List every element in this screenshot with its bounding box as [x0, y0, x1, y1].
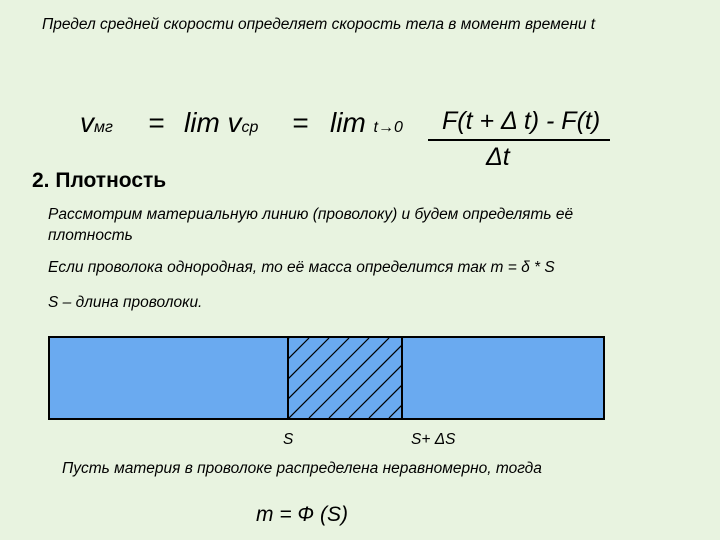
formula-v-subscript: мг [94, 119, 113, 136]
formula-lim-subscript: t→0 [373, 119, 403, 136]
formula-equals-2: = [292, 107, 309, 138]
paragraph-1-line-2: плотность [48, 227, 133, 244]
paragraph-1-line-1: Рассмотрим материальную линию (проволоку) и будем определять её [48, 206, 574, 223]
intro-text: Предел средней скорости определяет скорость тела в момент времени t [42, 16, 596, 33]
formula-v [80, 107, 113, 139]
formula-equals-1: = [148, 107, 165, 138]
paragraph-3: S – длина проволоки. [48, 294, 203, 311]
wire-segment-hatched [287, 336, 403, 420]
formula-denominator: Δt [486, 143, 510, 171]
fraction-line [428, 139, 610, 141]
hatch-pattern [289, 338, 401, 418]
formula-lim-limit [330, 107, 403, 139]
paragraph-2: Если проволока однородная, то её масса определится так m = δ * S [48, 259, 555, 276]
nonuniform-text: Пусть материя в проволоке распределена неравномерно, тогда [62, 460, 542, 477]
formula-lim-vcp-text: lim v [184, 107, 242, 138]
label-s: S [283, 431, 294, 448]
mass-formula: m = Ф (S) [256, 503, 348, 526]
section-heading: 2. Плотность [32, 169, 167, 192]
formula-v-symbol: v [80, 107, 94, 138]
formula-lim-vcp [184, 107, 258, 139]
formula-lim-vcp-subscript: ср [241, 119, 259, 136]
formula-lim-text: lim [330, 107, 374, 138]
label-s-plus-delta-s: S+ ΔS [411, 431, 456, 448]
formula-numerator: F(t + Δ t) - F(t) [442, 107, 601, 135]
